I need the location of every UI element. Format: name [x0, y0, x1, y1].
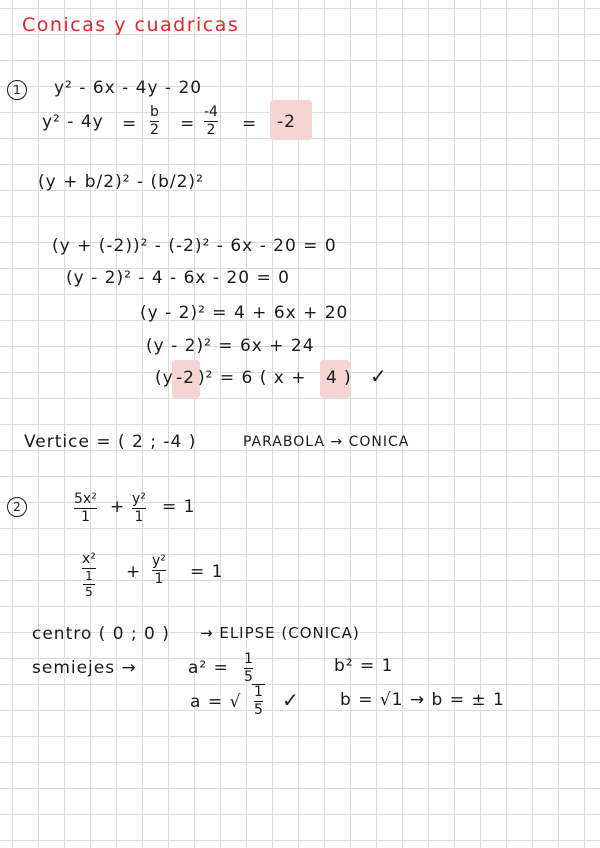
p2-conic-type: → ELIPSE (CONICA): [200, 624, 360, 642]
denominator: 5: [244, 669, 253, 685]
p2-frac-5x2: [74, 492, 97, 525]
p2-b-squared: b² = 1: [334, 656, 394, 676]
numerator: 1: [244, 651, 253, 667]
checkmark-icon: ✓: [282, 688, 300, 712]
p1-equals-2: =: [180, 114, 196, 134]
p1-complete-square: (y + b/2)² - (b/2)²: [38, 172, 204, 192]
p1-step-1: (y + (-2))² - (-2)² - 6x - 20 = 0: [52, 236, 337, 256]
p2-center: centro ( 0 ; 0 ): [32, 624, 170, 644]
p1-final-d: 4: [326, 368, 338, 388]
p1-step-2: (y - 2)² - 4 - 6x - 20 = 0: [66, 268, 290, 288]
p1-final-c: )² = 6 ( x +: [198, 368, 307, 388]
denominator: 2: [206, 122, 216, 138]
denominator: 1: [80, 509, 90, 525]
p1-step-4: (y - 2)² = 6x + 24: [146, 336, 315, 356]
numerator: 1: [254, 684, 263, 700]
numerator: y²: [132, 491, 146, 507]
inner-denominator: 5: [85, 585, 93, 599]
p1-final-b: -2: [176, 368, 195, 388]
problem-number-1: 1: [7, 80, 27, 100]
p2-frac-a: [252, 684, 265, 718]
p1-final-e: ): [344, 368, 352, 388]
p1-equals-1: =: [122, 114, 138, 134]
p1-equation: y² - 6x - 4y - 20: [54, 78, 203, 98]
p2-semiaxes-label: semiejes →: [32, 658, 137, 678]
p1-half-b: -2: [277, 112, 296, 132]
p2-plus-2: +: [126, 562, 142, 582]
inner-numerator: 1: [85, 569, 93, 583]
p1-vertex: Vertice = ( 2 ; -4 ): [24, 432, 197, 452]
p1-step-3: (y - 2)² = 4 + 6x + 20: [140, 303, 349, 323]
p2-a-squared: a² =: [188, 658, 229, 678]
p2-frac-y2-over-1: [152, 554, 166, 587]
p1-conic-type: PARABOLA → CONICA: [243, 434, 410, 450]
p2-frac-x2-over-1-5: [82, 552, 96, 599]
numerator: b: [150, 104, 159, 120]
denominator: 2: [150, 122, 159, 138]
p2-frac-y2: [132, 492, 146, 525]
numerator: x²: [82, 551, 96, 567]
p2-equals-one-2: = 1: [190, 562, 224, 582]
denominator: 1: [134, 509, 144, 525]
page-title: Conicas y cuadricas: [22, 14, 240, 36]
p1-frac-b-over-2: [150, 105, 159, 138]
denominator: 5: [254, 702, 263, 718]
p1-equals-3: =: [242, 114, 258, 134]
p2-equals-one-1: = 1: [162, 497, 196, 517]
compound-denominator: [83, 570, 95, 599]
numerator: y²: [152, 553, 166, 569]
numerator: 5x²: [74, 491, 97, 507]
p2-frac-a2: [244, 652, 253, 685]
p2-plus-1: +: [110, 497, 126, 517]
p2-a-value: a = √: [190, 692, 242, 712]
p1-y-terms: y² - 4y: [42, 112, 104, 132]
checkmark-icon: ✓: [370, 364, 388, 388]
p1-frac-neg4-over-2: [204, 105, 218, 138]
p2-b-value: b = √1 → b = ± 1: [340, 690, 505, 710]
numerator: -4: [204, 104, 218, 120]
problem-number-2: 2: [7, 497, 27, 517]
p1-final-a: (y: [155, 368, 174, 388]
denominator: 1: [154, 571, 164, 587]
